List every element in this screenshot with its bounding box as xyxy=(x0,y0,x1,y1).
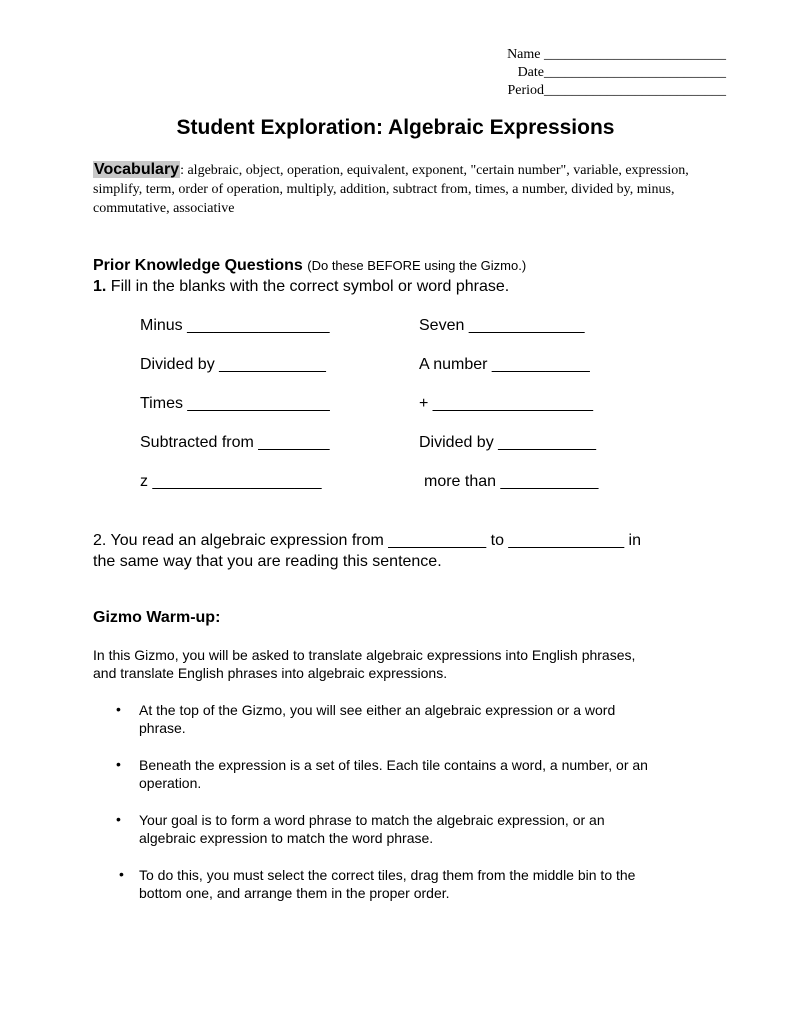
bullet-marker: • xyxy=(119,866,124,882)
blank-subtracted-from: Subtracted from ________ xyxy=(140,434,330,451)
vocabulary-text: : algebraic, object, operation, equivalent, exponent, "certain number", variable, expression, simplify, term, order of operation, multiply, addition, subtract from, times, a number, divided by, minus, commutative, associative xyxy=(93,163,689,216)
blank-times: Times ________________ xyxy=(140,395,330,412)
warmup-bullet-1: At the top of the Gizmo, you will see either an algebraic expression or a word phrase. xyxy=(139,702,616,736)
question-2-line-1: 2. You read an algebraic expression from ___________ to _____________ in xyxy=(93,532,641,549)
bullet-marker: • xyxy=(116,756,121,772)
warmup-bullet-3: Your goal is to form a word phrase to match the algebraic expression, or an algebraic expression to match the word phrase. xyxy=(139,812,605,846)
prior-knowledge-note: (Do these BEFORE using the Gizmo.) xyxy=(307,258,527,273)
bullet-marker: • xyxy=(116,811,121,827)
bullet-marker: • xyxy=(116,701,121,717)
page-title: Student Exploration: Algebraic Expressions xyxy=(176,116,615,139)
prior-knowledge-heading: Prior Knowledge Questions xyxy=(93,257,303,274)
blank-seven: Seven _____________ xyxy=(419,317,585,334)
blank-more-than: more than ___________ xyxy=(424,473,599,490)
warmup-bullet-2: Beneath the expression is a set of tiles. Each tile contains a word, a number, or an operation. xyxy=(139,757,648,791)
blank-a-number: A number ___________ xyxy=(419,356,590,373)
question-2-line-2: the same way that you are reading this sentence. xyxy=(93,553,442,570)
question-1 xyxy=(93,278,509,296)
date-field: Date__________________________ xyxy=(517,65,726,80)
blank-divided-by-2: Divided by ___________ xyxy=(419,434,597,451)
name-field: Name __________________________ xyxy=(507,47,726,62)
vocabulary-label: Vocabulary xyxy=(94,161,180,178)
question-1-number: 1. xyxy=(93,278,107,295)
period-field: Period__________________________ xyxy=(507,83,726,98)
prior-knowledge-header xyxy=(93,257,526,275)
question-1-text: Fill in the blanks with the correct symbol or word phrase. xyxy=(110,278,510,295)
blank-z: z ___________________ xyxy=(140,473,322,490)
blank-divided-by: Divided by ____________ xyxy=(140,356,326,373)
blank-minus: Minus ________________ xyxy=(140,317,330,334)
vocabulary-block xyxy=(93,160,713,218)
warmup-bullet-4: To do this, you must select the correct tiles, drag them from the middle bin to the bottom one, and arrange them in the proper order. xyxy=(139,867,636,901)
warmup-heading: Gizmo Warm-up: xyxy=(93,609,221,626)
blank-plus: + __________________ xyxy=(419,395,593,412)
warmup-intro: In this Gizmo, you will be asked to translate algebraic expressions into English phrases, and translate English phrases into algebraic expressions. xyxy=(93,647,636,681)
